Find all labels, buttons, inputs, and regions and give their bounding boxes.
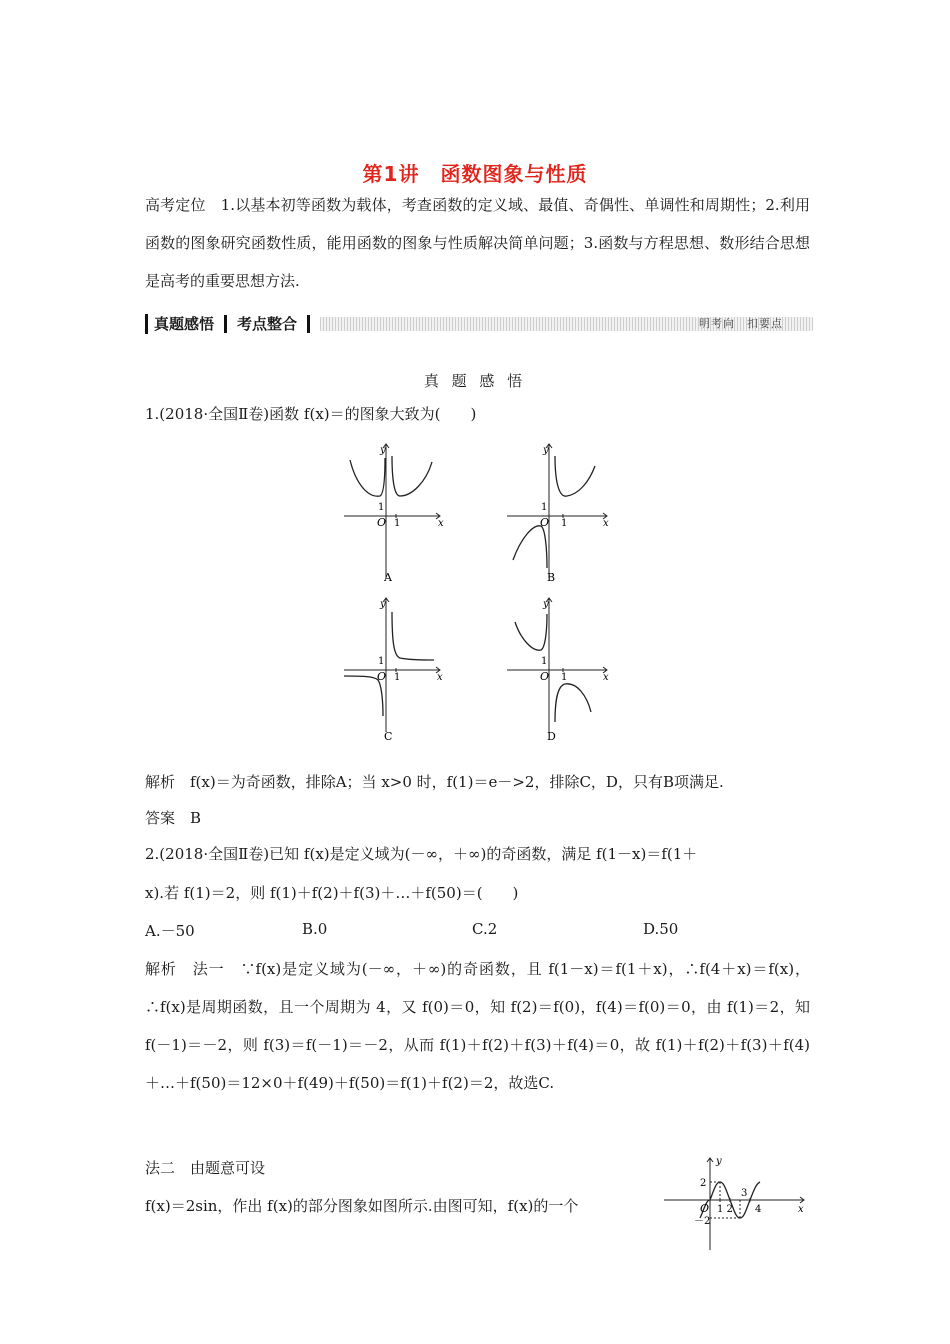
graph-a-y-one: 1 bbox=[378, 502, 385, 513]
q2-stem-line2: x).若 f(1)＝2，则 f(1)＋f(2)＋f(3)＋…＋f(50)＝( ) bbox=[145, 884, 519, 902]
graph-d-origin: O bbox=[540, 670, 550, 683]
graph-a-origin: O bbox=[377, 516, 387, 529]
graph-d-x-label: x bbox=[603, 672, 609, 683]
graph-a-x-one: 1 bbox=[394, 518, 401, 529]
graph-d-x-one: 1 bbox=[561, 672, 568, 683]
graph-c bbox=[340, 592, 450, 742]
sine-neg-two: －2 bbox=[694, 1216, 711, 1227]
graph-c-x-label: x bbox=[437, 672, 443, 683]
q2-option-a: A.－50 bbox=[145, 922, 195, 940]
sine-x-label: x bbox=[798, 1204, 804, 1215]
banner-hatch bbox=[320, 317, 813, 331]
banner-divider bbox=[224, 315, 227, 333]
graph-c-x-one: 1 bbox=[394, 672, 401, 683]
graph-d-y-one: 1 bbox=[541, 656, 548, 667]
graph-c-y-label: y bbox=[380, 599, 386, 610]
graph-d-y-label: y bbox=[543, 599, 549, 610]
graph-b-origin: O bbox=[540, 516, 550, 529]
q1-stem: 1.(2018·全国Ⅱ卷)函数 f(x)＝的图象大致为( ) bbox=[145, 405, 477, 423]
graph-b bbox=[503, 438, 613, 588]
graph-c-origin: O bbox=[377, 670, 387, 683]
banner-left-label: 真题感悟 bbox=[145, 314, 220, 334]
sine-y-label: y bbox=[716, 1156, 722, 1167]
page-title: 第1讲 函数图象与性质 bbox=[362, 162, 588, 186]
sine-graph bbox=[660, 1152, 810, 1252]
graph-b-x-label: x bbox=[603, 518, 609, 529]
graph-a-y-label: y bbox=[380, 445, 386, 456]
banner-tag: 明考向 扣要点 bbox=[699, 317, 783, 330]
graph-d-caption: D bbox=[547, 730, 556, 742]
q2-method2-line1: 法二 由题意可设 bbox=[145, 1159, 266, 1177]
graph-a-caption: A bbox=[384, 571, 392, 584]
banner-right-label: 考点整合 bbox=[231, 314, 303, 334]
section-heading: 真 题 感 悟 bbox=[423, 372, 527, 390]
graph-c-y-one: 1 bbox=[378, 656, 385, 667]
graph-c-caption: C bbox=[384, 730, 393, 742]
sine-three: 3 bbox=[741, 1188, 748, 1199]
q2-option-c: C.2 bbox=[472, 920, 498, 938]
sine-four: 4 bbox=[755, 1204, 762, 1215]
graph-b-y-label: y bbox=[543, 445, 549, 456]
graph-a-x-label: x bbox=[438, 518, 444, 529]
q2-analysis: 解析 法一 ∵f(x)是定义域为(－∞，＋∞)的奇函数，且 f(1－x)＝f(1＋x)，∴f(4＋x)＝f(x)，∴f(x)是周期函数，且一个周期为 4，又 f(0)＝0，知 f(2)＝f(0)，f(4)＝f(0)＝0，由 f(1)＝2，知 f(－1)＝－2，则 f(3)＝f(－1)＝－2，从而 f(1)＋f(2)＋f(3)＋f(4)＝0，故 f(1)＋f(2)＋f(3)＋f(4)＋…＋f(50)＝12×0＋f(49)＋f(50)＝f(1)＋f(2)＝2，故选C. bbox=[145, 960, 810, 1092]
sine-ticks: 1 2 bbox=[717, 1204, 733, 1215]
graph-b-caption: B bbox=[547, 571, 556, 584]
section-banner bbox=[145, 313, 813, 335]
graph-a bbox=[340, 438, 450, 588]
banner-divider-end bbox=[307, 315, 310, 333]
graph-b-x-one: 1 bbox=[561, 518, 568, 529]
q1-answer: 答案 B bbox=[145, 809, 202, 827]
intro-paragraph: 高考定位 1.以基本初等函数为载体，考查函数的定义域、最值、奇偶性、单调性和周期性；2.利用函数的图象研究函数性质，能用函数的图象与性质解决简单问题；3.函数与方程思想、数形结合思想是高考的重要思想方法. bbox=[145, 196, 810, 290]
q2-stem-line1: 2.(2018·全国Ⅱ卷)已知 f(x)是定义域为(－∞，＋∞)的奇函数，满足 f(1－x)＝f(1＋ bbox=[145, 845, 698, 863]
q2-option-b: B.0 bbox=[302, 920, 328, 938]
sine-origin: O bbox=[700, 1202, 710, 1215]
graph-b-y-one: 1 bbox=[541, 502, 548, 513]
q1-analysis: 解析 f(x)＝为奇函数，排除A；当 x>0 时，f(1)＝e－>2，排除C，D，只有B项满足. bbox=[145, 773, 724, 791]
graph-d bbox=[503, 592, 613, 742]
q2-method2-line2: f(x)＝2sin，作出 f(x)的部分图象如图所示.由图可知，f(x)的一个 bbox=[145, 1197, 579, 1215]
sine-two: 2 bbox=[700, 1178, 707, 1189]
q2-option-d: D.50 bbox=[643, 920, 679, 938]
